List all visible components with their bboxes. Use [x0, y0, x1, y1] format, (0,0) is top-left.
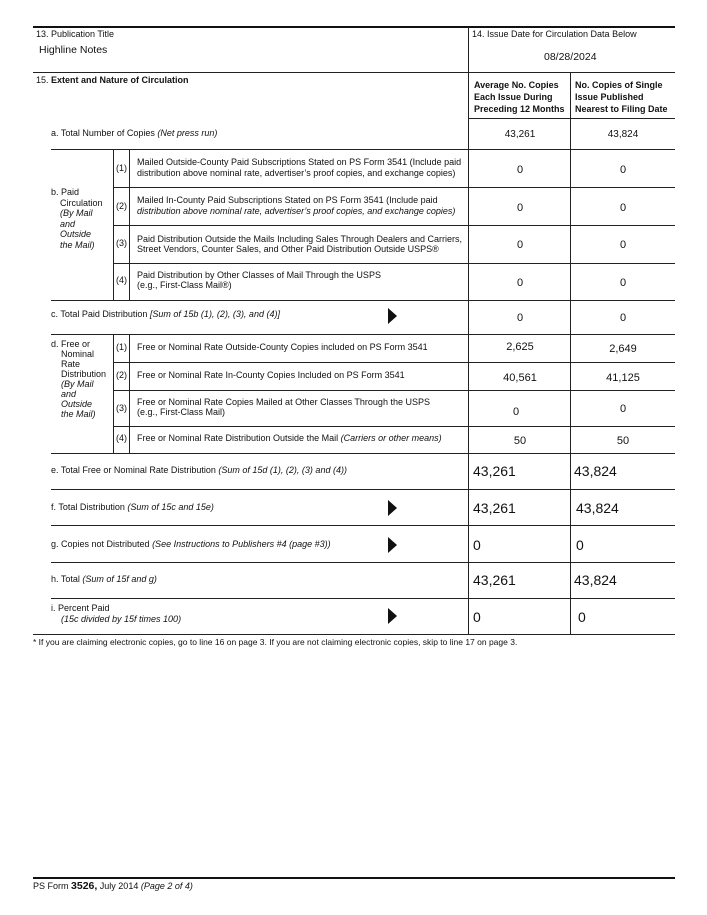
issue-date: 08/28/2024 [544, 51, 597, 63]
row-d-group-line: and [61, 389, 77, 399]
footer-form-number: 3526, [71, 880, 98, 892]
row-h-label [51, 574, 157, 585]
row-i-single: 0 [578, 609, 586, 625]
row-i-note: (15c divided by 15f times 100) [61, 614, 182, 624]
row-f-arrow-icon [388, 500, 397, 516]
row-b4-line1: Paid Distribution by Other Classes of Mail Through the USPS [137, 270, 381, 280]
row-d3-line1: Free or Nominal Rate Copies Mailed at Other Classes Through the USPS [137, 397, 430, 407]
row-i-label: i. Percent Paid [51, 603, 110, 613]
row-d-group-line: (By Mail [61, 379, 94, 389]
row-a-label [51, 128, 217, 139]
rule-after-e [51, 489, 675, 490]
rule-after-b2 [113, 225, 675, 226]
col-header-single-line: No. Copies of Single [575, 80, 663, 90]
row-d2-average: 40,561 [503, 372, 537, 384]
row-d4-text [137, 433, 442, 444]
rule-after-d1 [113, 362, 675, 363]
row-d4-line2: (Carriers or other means) [340, 433, 442, 443]
row-e-label [51, 465, 347, 476]
row-d3-single: 0 [619, 403, 627, 415]
row-b-group-line: b. Paid [51, 187, 80, 197]
row-d1-number: (1) [116, 342, 127, 352]
row-b3-single: 0 [619, 239, 627, 251]
row-d4-average: 50 [513, 435, 527, 447]
row-f-label [51, 502, 214, 513]
row-f-single: 43,824 [576, 500, 619, 516]
row-b3-line2: Street Vendors, Counter Sales, and Other Paid Distribution Outside USPS® [137, 244, 439, 254]
row-c-label-text: c. Total Paid Distribution [51, 309, 148, 319]
row-d-group-label [51, 339, 106, 419]
row-b2-number: (2) [116, 201, 127, 211]
row-d2-line1: Free or Nominal Rate In-County Copies Included on PS Form 3541 [137, 370, 405, 380]
row-d1-line1: Free or Nominal Rate Outside-County Copies included on PS Form 3541 [137, 342, 428, 352]
row-c-arrow-icon [388, 308, 397, 324]
footnote: * If you are claiming electronic copies, go to line 16 on page 3. If you are not claiming electronic copies, skip to line 17 on page 3. [33, 637, 518, 647]
row-c-note: [Sum of 15b (1), (2), (3), and (4)] [149, 309, 280, 319]
row-b-group-label [51, 187, 103, 250]
d-group-divider [113, 334, 114, 453]
row-b-group-line: and [60, 218, 76, 229]
rule-after-c [51, 334, 675, 335]
section-15-number: 15. [36, 75, 49, 85]
footer-date: July 2014 [97, 881, 141, 891]
footer-form-prefix: PS Form [33, 881, 72, 891]
col-header-single-line: Issue Published [575, 92, 644, 102]
row-i-average: 0 [473, 609, 481, 625]
row-b2-line2: distribution above nominal rate, advertiser’s proof copies, and exchange copies) [137, 206, 456, 216]
row-b1-line2: distribution above nominal rate, advertiser’s proof copies, and exchange copies) [137, 168, 456, 178]
row-b3-number: (3) [116, 238, 127, 248]
row-f-label-text: f. Total Distribution [51, 502, 128, 512]
row-b1-average: 0 [516, 164, 524, 176]
rule-col-headers [468, 118, 675, 119]
row-d1-single: 2,649 [609, 343, 637, 355]
row-c-label [51, 309, 280, 320]
row-f-average: 43,261 [473, 500, 516, 516]
col-header-single [575, 79, 668, 115]
row-e-label-text: e. Total Free or Nominal Rate Distribution [51, 465, 219, 475]
rule-after-a [51, 149, 675, 150]
row-d1-average: 2,625 [506, 341, 534, 353]
row-f-note: (Sum of 15c and 15e) [127, 502, 214, 512]
row-a-average: 43,261 [504, 129, 536, 140]
col-header-average-line: Average No. Copies [474, 80, 559, 90]
footer-page: (Page 2 of 4) [140, 881, 193, 891]
row-h-single: 43,824 [574, 572, 617, 588]
row-d4-line1: Free or Nominal Rate Distribution Outside the Mail [137, 433, 341, 443]
row-e-single: 43,824 [574, 463, 617, 479]
row-a-label-text: a. Total Number of Copies [51, 128, 155, 138]
row-i-arrow-icon [388, 608, 397, 624]
rule-after-d3 [113, 426, 675, 427]
row-d-group-line: Distribution [61, 369, 107, 379]
row-c-average: 0 [516, 312, 524, 324]
row-b2-average: 0 [516, 202, 524, 214]
row-b4-average: 0 [516, 277, 524, 289]
row-b1-single: 0 [619, 164, 627, 176]
row-d2-single: 41,125 [606, 372, 640, 384]
top-rule [33, 26, 675, 28]
rule-after-b1 [113, 187, 675, 188]
row-d-group-line: Rate [61, 359, 81, 369]
row-e-note: (Sum of 15d (1), (2), (3) and (4)) [218, 465, 347, 475]
row-g-single: 0 [576, 537, 584, 553]
row-g-average: 0 [473, 537, 481, 553]
footer [33, 881, 193, 892]
row-b-group-line: the Mail) [60, 239, 95, 250]
row-b-group-line: (By Mail [60, 208, 93, 218]
row-h-label-text: h. Total [51, 574, 83, 584]
row-d3-average: 0 [512, 406, 520, 418]
issue-date-label: 14. Issue Date for Circulation Data Below [472, 29, 637, 39]
row-c-single: 0 [619, 312, 627, 324]
rule-after-b3 [113, 263, 675, 264]
publication-title: Highline Notes [39, 44, 108, 56]
row-d-group-line: the Mail) [61, 409, 96, 419]
row-b2-line1: Mailed In-County Paid Subscriptions Stated on PS Form 3541 (Include paid [137, 195, 438, 205]
row-e-average: 43,261 [473, 463, 516, 479]
row-b2-single: 0 [619, 202, 627, 214]
publication-title-label: 13. Publication Title [36, 29, 115, 39]
section-15-title: Extent and Nature of Circulation [51, 75, 189, 85]
rule-after-d4 [51, 453, 675, 454]
row-d3-number: (3) [116, 403, 127, 413]
row-d4-number: (4) [116, 433, 127, 443]
row-b3-line1: Paid Distribution Outside the Mails Including Sales Through Dealers and Carriers, [137, 234, 462, 244]
row-b4-number: (4) [116, 275, 127, 285]
row-b4-line2: (e.g., First-Class Mail®) [137, 280, 232, 290]
rule-after-b4 [51, 300, 675, 301]
col-header-single-line: Nearest to Filing Date [575, 104, 668, 114]
row-g-arrow-icon [388, 537, 397, 553]
row-b3-average: 0 [516, 239, 524, 251]
row-b1-line1: Mailed Outside-County Paid Subscriptions Stated on PS Form 3541 (Include paid [137, 157, 462, 167]
rule-after-g [51, 562, 675, 563]
col-header-average-line: Each Issue During [474, 92, 553, 102]
rule-after-f [51, 525, 675, 526]
row-a-single: 43,824 [607, 129, 639, 140]
row-d3-line2: (e.g., First-Class Mail) [137, 407, 226, 417]
footer-rule [33, 877, 675, 879]
row-d-group-line: Nominal [61, 349, 95, 359]
col-header-average [474, 79, 565, 115]
row-b1-number: (1) [116, 163, 127, 173]
rule-after-d2 [113, 390, 675, 391]
row-g-note: (See Instructions to Publishers #4 (page #3)) [152, 539, 331, 549]
rule-after-header [33, 72, 675, 73]
col-header-average-line: Preceding 12 Months [474, 104, 565, 114]
row-a-note: (Net press run) [157, 128, 218, 138]
rule-after-h [51, 598, 675, 599]
row-h-average: 43,261 [473, 572, 516, 588]
row-b-group-line: Outside [60, 229, 92, 239]
rule-table-bottom [33, 634, 675, 635]
row-d-group-line: d. Free or [51, 339, 91, 349]
row-d4-single: 50 [616, 435, 630, 447]
row-g-label-text: g. Copies not Distributed [51, 539, 153, 549]
row-d2-number: (2) [116, 370, 127, 380]
d-num-divider [129, 334, 130, 453]
row-b4-single: 0 [619, 277, 627, 289]
row-g-label [51, 539, 331, 550]
row-h-note: (Sum of 15f and g) [82, 574, 157, 584]
row-d-group-line: Outside [61, 399, 93, 409]
row-b-group-line: Circulation [60, 197, 103, 208]
